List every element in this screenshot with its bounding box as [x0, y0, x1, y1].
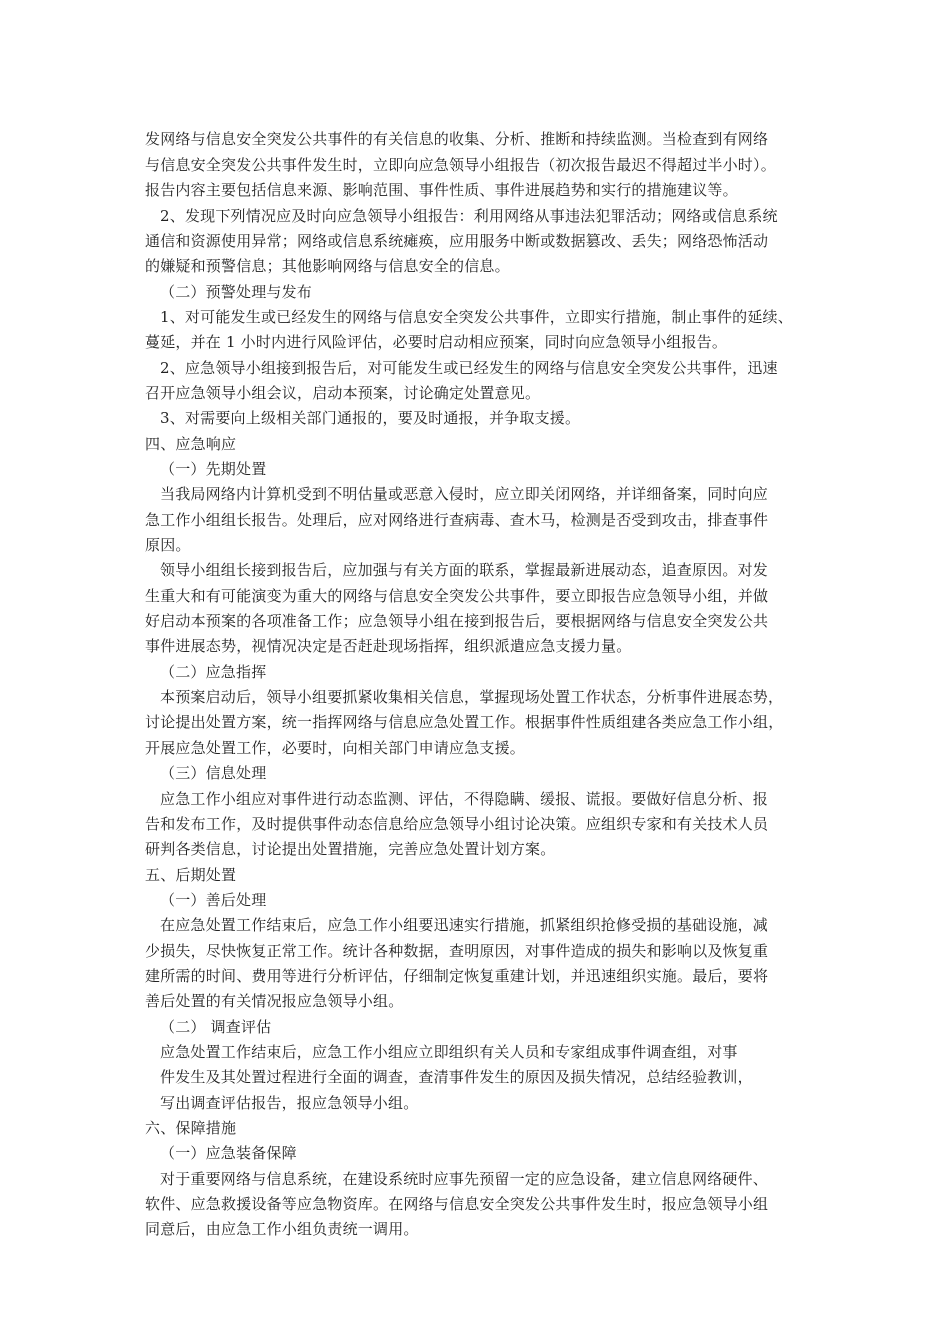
- section-heading: （二）预警处理与发布: [160, 283, 313, 301]
- body-text-line: 2、应急领导小组接到报告后，对可能发生或已经发生的网络与信息安全突发公共事件，迅速: [160, 359, 778, 377]
- body-text-line: 对于重要网络与信息系统，在建设系统时应事先预留一定的应急设备，建立信息网络硬件、: [160, 1170, 769, 1188]
- body-text-line: 告和发布工作，及时提供事件动态信息给应急领导小组讨论决策。应组织专家和有关技术人员: [145, 815, 769, 833]
- body-text-line: 召开应急领导小组会议，启动本预案，讨论确定处置意见。: [145, 384, 541, 402]
- body-text-line: 应急处置工作结束后，应急工作小组应立即组织有关人员和专家组成事件调查组，对事: [160, 1043, 738, 1061]
- body-text-line: 软件、应急救援设备等应急物资库。在网络与信息安全突发公共事件发生时，报应急领导小组: [145, 1195, 769, 1213]
- body-text-line: 1、对可能发生或已经发生的网络与信息安全突发公共事件，立即实行措施，制止事件的延续、: [160, 308, 793, 326]
- body-text-line: 写出调查评估报告，报应急领导小组。: [160, 1094, 419, 1112]
- body-text-line: 善后处置的有关情况报应急领导小组。: [145, 992, 404, 1010]
- body-text-line: 急工作小组组长报告。处理后，应对网络进行查病毒、查木马，检测是否受到攻击，排查事件: [145, 511, 769, 529]
- body-text-line: 件发生及其处置过程进行全面的调查，查清事件发生的原因及损失情况，总结经验教训，: [160, 1068, 753, 1086]
- section-heading: 六、保障措施: [145, 1119, 237, 1137]
- body-text-line: 同意后，由应急工作小组负责统一调用。: [145, 1220, 419, 1238]
- body-text-line: 生重大和有可能演变为重大的网络与信息安全突发公共事件，要立即报告应急领导小组，并做: [145, 587, 769, 605]
- section-heading: （一）善后处理: [160, 891, 267, 909]
- body-text-line: 好启动本预案的各项准备工作；应急领导小组在接到报告后，要根据网络与信息安全突发公共: [145, 612, 769, 630]
- body-text-line: 建所需的时间、费用等进行分析评估，仔细制定恢复重建计划，并迅速组织实施。最后，要将: [145, 967, 769, 985]
- section-heading: （三）信息处理: [160, 764, 267, 782]
- section-heading: （一）先期处置: [160, 460, 267, 478]
- section-heading: 四、应急响应: [145, 435, 237, 453]
- body-text-line: 领导小组组长接到报告后，应加强与有关方面的联系，掌握最新进展动态，追查原因。对发: [160, 561, 769, 579]
- body-text-line: 发网络与信息安全突发公共事件的有关信息的收集、分析、推断和持续监测。当检查到有网络: [145, 130, 769, 148]
- body-text-line: 当我局网络内计算机受到不明估量或恶意入侵时，应立即关闭网络，并详细备案，同时向应: [160, 485, 769, 503]
- body-text-line: 事件进展态势，视情况决定是否赶赴现场指挥，组织派遣应急支援力量。: [145, 637, 632, 655]
- body-text-line: 2、发现下列情况应及时向应急领导小组报告：利用网络从事违法犯罪活动；网络或信息系统: [160, 207, 778, 225]
- section-heading: 五、后期处置: [145, 866, 237, 884]
- body-text-line: 在应急处置工作结束后，应急工作小组要迅速实行措施，抓紧组织抢修受损的基础设施，减: [160, 916, 769, 934]
- section-heading: （二）应急指挥: [160, 663, 267, 681]
- body-text-line: 的嫌疑和预警信息；其他影响网络与信息安全的信息。: [145, 257, 510, 275]
- body-text-line: 报告内容主要包括信息来源、影响范围、事件性质、事件进展趋势和实行的措施建议等。: [145, 181, 738, 199]
- body-text-line: 原因。: [145, 536, 191, 554]
- body-text-line: 3、对需要向上级相关部门通报的，要及时通报，并争取支援。: [160, 409, 581, 427]
- body-text-line: 讨论提出处置方案，统一指挥网络与信息应急处置工作。根据事件性质组建各类应急工作小组，: [145, 713, 784, 731]
- section-heading: （一）应急装备保障: [160, 1144, 297, 1162]
- body-text-line: 应急工作小组应对事件进行动态监测、评估，不得隐瞒、缓报、谎报。要做好信息分析、报: [160, 790, 769, 808]
- body-text-line: 少损失，尽快恢复正常工作。统计各种数据，查明原因，对事件造成的损失和影响以及恢复重: [145, 942, 769, 960]
- body-text-line: 本预案启动后，领导小组要抓紧收集相关信息，掌握现场处置工作状态，分析事件进展态势，: [160, 688, 784, 706]
- section-heading: （二） 调查评估: [160, 1018, 272, 1036]
- body-text-line: 研判各类信息，讨论提出处置措施，完善应急处置计划方案。: [145, 840, 556, 858]
- body-text-line: 开展应急处置工作，必要时，向相关部门申请应急支援。: [145, 739, 526, 757]
- body-text-line: 与信息安全突发公共事件发生时，立即向应急领导小组报告（初次报告最迟不得超过半小时）。: [145, 156, 776, 174]
- body-text-line: 蔓延，并在 1 小时内进行风险评估，必要时启动相应预案，同时向应急领导小组报告。: [145, 333, 728, 351]
- body-text-line: 通信和资源使用异常；网络或信息系统瘫痪，应用服务中断或数据篡改、丢失；网络恐怖活动: [145, 232, 769, 250]
